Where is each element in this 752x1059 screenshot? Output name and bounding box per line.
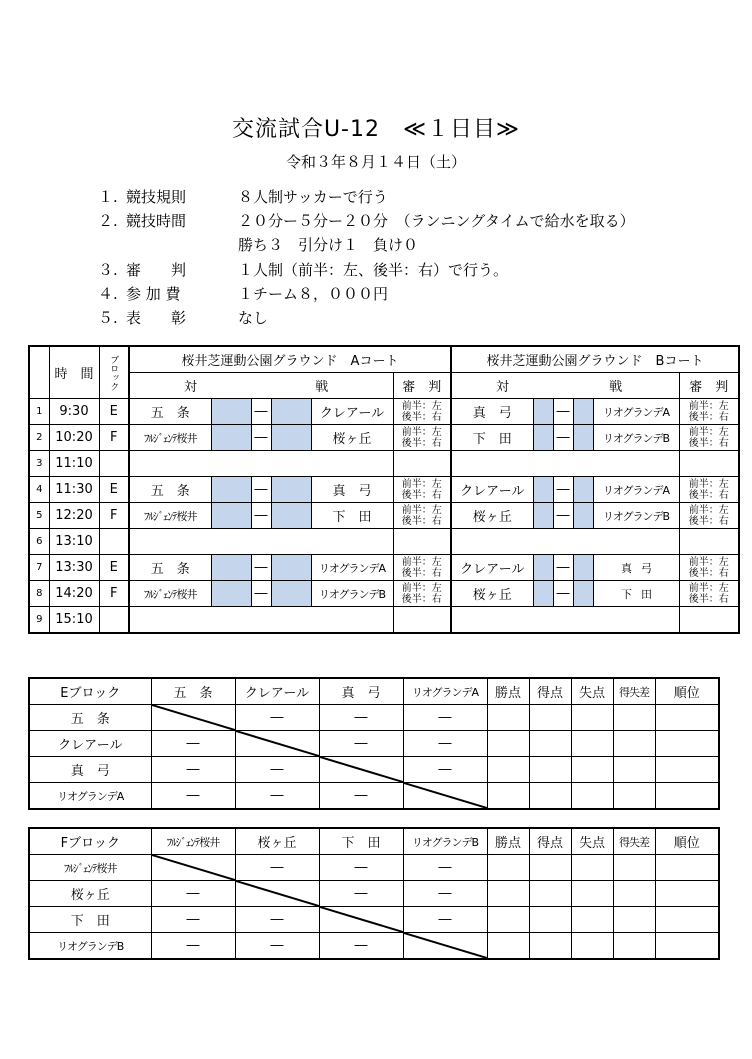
court-a-referee-empty (393, 451, 451, 477)
court-a-dash: ― (251, 555, 271, 581)
court-b-referee-empty (679, 607, 739, 634)
block-stat-cell (613, 855, 655, 881)
block-stat-cell (487, 907, 529, 933)
court-b-referee-empty (679, 451, 739, 477)
court-a-referee (393, 581, 451, 607)
block-result-cell: ― (151, 907, 235, 933)
block-result-cell: ― (151, 757, 235, 783)
court-b-dash-left (533, 425, 553, 451)
block-stat-cell (613, 933, 655, 960)
rule-value: ８人制サッカーで行う (238, 188, 388, 206)
court-a-referee (393, 477, 451, 503)
court-a-referee (393, 555, 451, 581)
match-time: 13:30 (49, 555, 99, 581)
court-b-dash-right (573, 581, 593, 607)
rule-value: １チーム８，０００円 (238, 285, 389, 303)
match-number: 6 (29, 529, 49, 555)
block-stat-cell (655, 881, 719, 907)
block-stat-header: 順位 (655, 678, 719, 705)
court-a-referee (393, 425, 451, 451)
court-b-dash-left (533, 581, 553, 607)
block-stat-cell (613, 783, 655, 810)
block-stat-cell (529, 881, 571, 907)
match-time: 13:10 (49, 529, 99, 555)
block-stat-cell (571, 757, 613, 783)
court-b-referee (679, 425, 739, 451)
court-b-dash: ― (553, 555, 573, 581)
court-b-home-team: クレアール (451, 555, 533, 581)
rule-label: 審 判 (126, 261, 187, 279)
block-stat-cell (529, 705, 571, 731)
referee-second-half: 後半：右 (401, 411, 442, 423)
block-stat-header: 順位 (655, 828, 719, 855)
referee-first-half: 前半：左 (401, 400, 442, 412)
block-result-cell: ― (319, 731, 403, 757)
rule-value: なし (238, 309, 269, 327)
block-stat-cell (613, 907, 655, 933)
match-number: 9 (29, 607, 49, 634)
block-stat-cell (613, 881, 655, 907)
court-b-dash-left (533, 399, 553, 425)
court-a-dash-left (211, 555, 251, 581)
court-b-referee (679, 503, 739, 529)
match-block (99, 529, 129, 555)
court-b-dash: ― (553, 425, 573, 451)
block-stat-cell (613, 705, 655, 731)
court-a-dash: ― (251, 503, 271, 529)
referee-second-half: 後半：右 (688, 567, 729, 579)
block-stat-cell (487, 705, 529, 731)
block-result-cell: ― (403, 705, 487, 731)
schedule-row (29, 477, 739, 503)
rule-value: １人制（前半：左、後半：右）で行う。 (238, 261, 509, 279)
header-court-b: 桜井芝運動公園グラウンド Bコート (451, 346, 739, 373)
match-time: 14:20 (49, 581, 99, 607)
block-stat-cell (571, 907, 613, 933)
block-stat-cell (655, 907, 719, 933)
block-result-cell: ― (319, 933, 403, 960)
block-result-cell: ― (403, 881, 487, 907)
block-row-team: 下 田 (29, 907, 151, 933)
court-b-referee-empty (679, 529, 739, 555)
court-b-home-team: 下 田 (451, 425, 533, 451)
schedule-row (29, 607, 739, 634)
block-result-cell: ― (151, 731, 235, 757)
block-stat-cell (529, 757, 571, 783)
rule-number: ２. (98, 212, 118, 230)
block-stat-cell (655, 933, 719, 960)
header-match-b-left: 対 (451, 373, 553, 399)
court-b-referee (679, 399, 739, 425)
schedule-table (28, 345, 740, 634)
block-self-cell (235, 881, 319, 907)
court-a-away-team: クレアール (311, 399, 393, 425)
block-column-team: 桜ヶ丘 (235, 828, 319, 855)
rule-number: ３. (98, 261, 118, 279)
rule-label: 表 彰 (126, 309, 187, 327)
match-number: 1 (29, 399, 49, 425)
rule-label: 競技規則 (126, 188, 187, 206)
match-time: 10:20 (49, 425, 99, 451)
block-result-cell: ― (151, 881, 235, 907)
block-self-cell (403, 933, 487, 960)
block-column-team: 真 弓 (319, 678, 403, 705)
header-referee-b: 審 判 (679, 373, 739, 399)
court-a-home-team: 五 条 (129, 399, 211, 425)
schedule-row (29, 581, 739, 607)
court-b-dash-left (533, 555, 553, 581)
block-team-row (29, 783, 719, 810)
block-stat-cell (571, 933, 613, 960)
court-a-home-team: 五 条 (129, 555, 211, 581)
referee-first-half: 前半：左 (401, 582, 442, 594)
block-column-team: ﾌﾙｼﾞｪﾝﾃ桜井 (151, 828, 235, 855)
court-b-dash-right (573, 425, 593, 451)
schedule-row (29, 399, 739, 425)
block-stat-cell (529, 907, 571, 933)
court-a-dash-left (211, 477, 251, 503)
referee-first-half: 前半：左 (688, 556, 729, 568)
block-self-cell (151, 855, 235, 881)
block-stat-cell (529, 933, 571, 960)
court-a-dash-right (271, 425, 311, 451)
court-a-dash-right (271, 399, 311, 425)
court-b-empty (451, 529, 679, 555)
block-result-cell: ― (235, 855, 319, 881)
referee-first-half: 前半：左 (688, 400, 729, 412)
court-a-referee-empty (393, 529, 451, 555)
block-result-cell: ― (319, 881, 403, 907)
match-block (99, 451, 129, 477)
referee-second-half: 後半：右 (401, 437, 442, 449)
block-stat-header: 得失差 (613, 678, 655, 705)
court-a-home-team: ﾌﾙｼﾞｪﾝﾃ桜井 (129, 425, 211, 451)
court-a-dash-right (271, 503, 311, 529)
match-number: 5 (29, 503, 49, 529)
referee-second-half: 後半：右 (688, 411, 729, 423)
block-result-cell: ― (235, 933, 319, 960)
block-row-team: 真 弓 (29, 757, 151, 783)
block-stat-header: 失点 (571, 678, 613, 705)
court-a-empty (129, 451, 393, 477)
court-b-dash: ― (553, 581, 573, 607)
block-stat-header: 勝点 (487, 828, 529, 855)
block-row-team: リオグランデA (29, 783, 151, 810)
block-result-cell: ― (403, 855, 487, 881)
block-stat-cell (487, 933, 529, 960)
match-block: F (99, 425, 129, 451)
block-stat-cell (487, 881, 529, 907)
match-number: 2 (29, 425, 49, 451)
header-number (29, 346, 49, 399)
court-b-dash-right (573, 477, 593, 503)
court-a-dash-right (271, 581, 311, 607)
court-a-empty (129, 607, 393, 634)
page-title: 交流試合U-12 ≪１日目≫ (231, 117, 521, 142)
court-b-away-team: リオグランデA (593, 477, 679, 503)
header-court-a: 桜井芝運動公園グラウンド Aコート (129, 346, 451, 373)
court-a-dash: ― (251, 581, 271, 607)
court-a-dash: ― (251, 477, 271, 503)
court-b-dash: ― (553, 399, 573, 425)
referee-second-half: 後半：右 (688, 489, 729, 501)
block-f-table (28, 827, 720, 960)
block-column-team: 五 条 (151, 678, 235, 705)
court-b-away-team: リオグランデB (593, 425, 679, 451)
block-column-team: リオグランデB (403, 828, 487, 855)
block-row-team: ﾌﾙｼﾞｪﾝﾃ桜井 (29, 855, 151, 881)
block-column-team: クレアール (235, 678, 319, 705)
match-number: 8 (29, 581, 49, 607)
court-a-home-team: ﾌﾙｼﾞｪﾝﾃ桜井 (129, 581, 211, 607)
block-header-row (29, 678, 719, 705)
court-b-away-team: リオグランデB (593, 503, 679, 529)
block-stat-cell (529, 855, 571, 881)
block-e-table (28, 677, 720, 810)
court-b-away-team: 下 田 (593, 581, 679, 607)
schedule-row (29, 425, 739, 451)
match-block: F (99, 581, 129, 607)
referee-second-half: 後半：右 (401, 567, 442, 579)
block-result-cell: ― (235, 783, 319, 810)
block-header-row (29, 828, 719, 855)
block-stat-cell (571, 881, 613, 907)
court-b-dash: ― (553, 477, 573, 503)
referee-first-half: 前半：左 (688, 582, 729, 594)
block-self-cell (319, 907, 403, 933)
court-a-away-team: リオグランデB (311, 581, 393, 607)
block-team-row (29, 757, 719, 783)
block-stat-cell (487, 783, 529, 810)
schedule-row (29, 451, 739, 477)
court-b-dash-right (573, 399, 593, 425)
block-result-cell: ― (235, 757, 319, 783)
block-result-cell: ― (235, 907, 319, 933)
rule-label: 競技時間 (126, 212, 187, 230)
court-a-dash-left (211, 399, 251, 425)
block-stat-cell (613, 731, 655, 757)
referee-second-half: 後半：右 (688, 515, 729, 527)
header-match-a-left: 対 (129, 373, 251, 399)
court-a-away-team: 下 田 (311, 503, 393, 529)
block-result-cell: ― (235, 705, 319, 731)
block-result-cell: ― (151, 933, 235, 960)
court-a-empty (129, 529, 393, 555)
block-stat-cell (613, 757, 655, 783)
block-stat-cell (655, 705, 719, 731)
block-result-cell: ― (403, 731, 487, 757)
match-block: F (99, 503, 129, 529)
match-number: 7 (29, 555, 49, 581)
block-stat-cell (571, 855, 613, 881)
block-team-row (29, 881, 719, 907)
court-a-referee (393, 503, 451, 529)
court-a-dash-left (211, 425, 251, 451)
block-stat-cell (655, 855, 719, 881)
court-a-dash: ― (251, 399, 271, 425)
match-block (99, 607, 129, 634)
match-block: E (99, 555, 129, 581)
block-column-team: リオグランデA (403, 678, 487, 705)
schedule-row (29, 555, 739, 581)
schedule-row (29, 503, 739, 529)
referee-first-half: 前半：左 (688, 504, 729, 516)
rule-number: ５. (98, 309, 118, 327)
court-a-away-team: リオグランデA (311, 555, 393, 581)
block-team-row (29, 907, 719, 933)
block-result-cell: ― (319, 783, 403, 810)
court-a-away-team: 真 弓 (311, 477, 393, 503)
block-stat-cell (571, 705, 613, 731)
block-stat-header: 得点 (529, 678, 571, 705)
block-self-cell (235, 731, 319, 757)
match-time: 12:20 (49, 503, 99, 529)
court-b-empty (451, 451, 679, 477)
block-result-cell: ― (403, 757, 487, 783)
header-referee-a: 審 判 (393, 373, 451, 399)
block-stat-cell (655, 731, 719, 757)
court-a-dash-left (211, 503, 251, 529)
block-stat-cell (655, 783, 719, 810)
event-date: 令和３年８月１４日（土） (285, 153, 466, 171)
match-time: 11:10 (49, 451, 99, 477)
block-stat-cell (571, 731, 613, 757)
referee-first-half: 前半：左 (688, 478, 729, 490)
match-time: 11:30 (49, 477, 99, 503)
header-match-a-right: 戦 (251, 373, 393, 399)
block-result-cell: ― (403, 907, 487, 933)
match-block: E (99, 399, 129, 425)
court-b-empty (451, 607, 679, 634)
court-b-dash-right (573, 555, 593, 581)
match-time: 9:30 (49, 399, 99, 425)
court-b-referee (679, 555, 739, 581)
referee-first-half: 前半：左 (401, 478, 442, 490)
court-b-dash-right (573, 503, 593, 529)
block-stat-cell (529, 783, 571, 810)
referee-first-half: 前半：左 (401, 504, 442, 516)
block-stat-cell (487, 731, 529, 757)
block-result-cell: ― (319, 855, 403, 881)
court-b-home-team: 桜ヶ丘 (451, 503, 533, 529)
court-a-dash-left (211, 581, 251, 607)
referee-second-half: 後半：右 (688, 593, 729, 605)
court-b-dash-left (533, 503, 553, 529)
court-b-away-team: リオグランデA (593, 399, 679, 425)
court-a-home-team: ﾌﾙｼﾞｪﾝﾃ桜井 (129, 503, 211, 529)
block-stat-cell (655, 757, 719, 783)
match-number: 4 (29, 477, 49, 503)
block-team-row (29, 731, 719, 757)
referee-second-half: 後半：右 (401, 593, 442, 605)
block-stat-cell (571, 783, 613, 810)
court-a-referee (393, 399, 451, 425)
block-stat-header: 得失差 (613, 828, 655, 855)
rule-value: 勝ち３ 引分け１ 負け０ (238, 236, 419, 254)
court-a-referee-empty (393, 607, 451, 634)
block-row-team: 桜ヶ丘 (29, 881, 151, 907)
schedule-row (29, 529, 739, 555)
court-a-dash-right (271, 555, 311, 581)
match-time: 15:10 (49, 607, 99, 634)
rule-number: １. (98, 188, 118, 206)
block-row-team: クレアール (29, 731, 151, 757)
block-result-cell: ― (151, 783, 235, 810)
court-b-home-team: 真 弓 (451, 399, 533, 425)
block-team-row (29, 705, 719, 731)
referee-first-half: 前半：左 (688, 426, 729, 438)
court-b-home-team: 桜ヶ丘 (451, 581, 533, 607)
referee-first-half: 前半：左 (401, 426, 442, 438)
court-b-away-team: 真 弓 (593, 555, 679, 581)
referee-second-half: 後半：右 (401, 515, 442, 527)
match-block: E (99, 477, 129, 503)
block-team-row (29, 855, 719, 881)
rule-number: ４. (98, 285, 118, 303)
rule-label: 参 加 費 (126, 285, 181, 303)
block-self-cell (319, 757, 403, 783)
block-row-team: 五 条 (29, 705, 151, 731)
court-a-dash-right (271, 477, 311, 503)
block-team-row (29, 933, 719, 960)
court-b-referee (679, 581, 739, 607)
block-column-team: 下 田 (319, 828, 403, 855)
block-stat-header: 失点 (571, 828, 613, 855)
block-stat-header: 勝点 (487, 678, 529, 705)
court-a-away-team: 桜ヶ丘 (311, 425, 393, 451)
rule-value: ２０分ー５分ー２０分 （ランニングタイムで給水を取る） (238, 212, 635, 230)
header-block: ブロック (99, 346, 129, 399)
block-result-cell: ― (319, 705, 403, 731)
block-stat-header: 得点 (529, 828, 571, 855)
block-stat-cell (529, 731, 571, 757)
referee-first-half: 前半：左 (401, 556, 442, 568)
referee-second-half: 後半：右 (401, 489, 442, 501)
block-stat-cell (487, 855, 529, 881)
court-b-referee (679, 477, 739, 503)
block-name: Eブロック (29, 678, 151, 705)
court-b-home-team: クレアール (451, 477, 533, 503)
referee-second-half: 後半：右 (688, 437, 729, 449)
block-self-cell (151, 705, 235, 731)
court-b-dash: ― (553, 503, 573, 529)
match-number: 3 (29, 451, 49, 477)
header-time: 時 間 (49, 346, 99, 399)
block-row-team: リオグランデB (29, 933, 151, 960)
court-b-dash-left (533, 477, 553, 503)
court-a-home-team: 五 条 (129, 477, 211, 503)
block-self-cell (403, 783, 487, 810)
block-name: Fブロック (29, 828, 151, 855)
block-stat-cell (487, 757, 529, 783)
header-match-b-right: 戦 (553, 373, 679, 399)
court-a-dash: ― (251, 425, 271, 451)
